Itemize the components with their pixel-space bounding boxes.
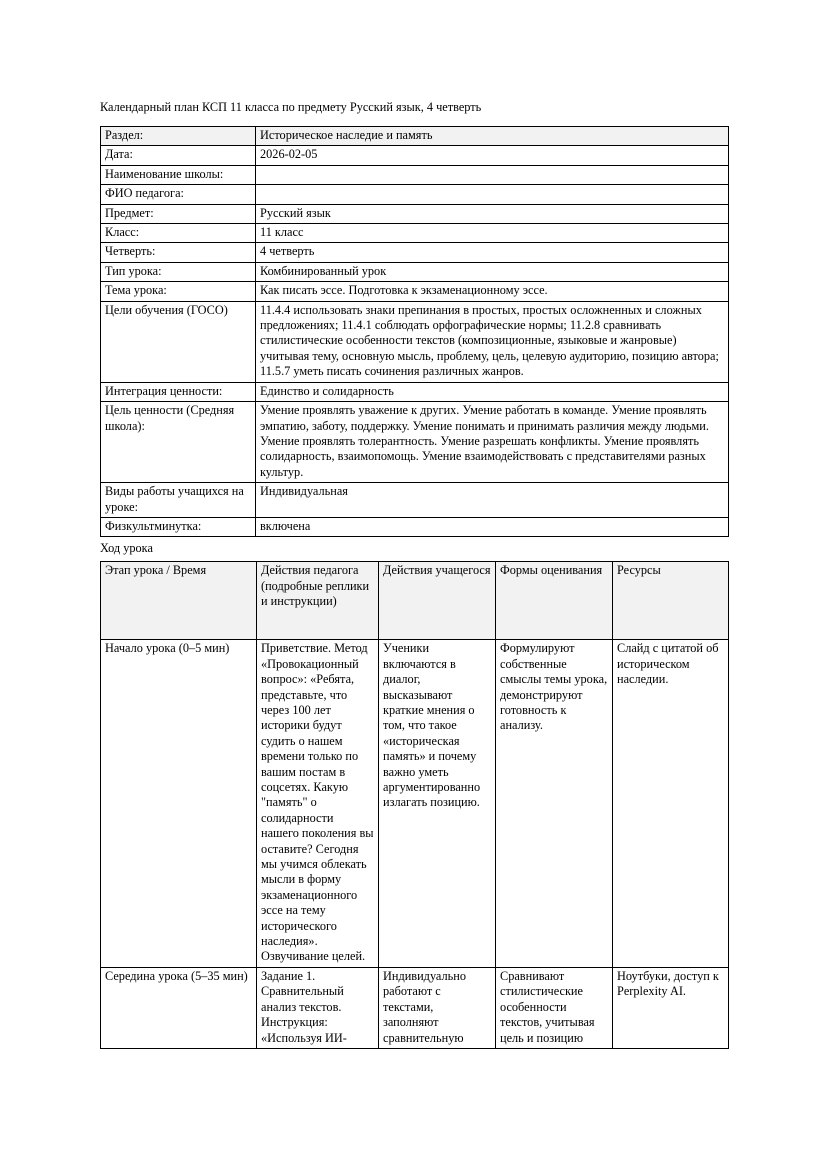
lesson-flow-header	[101, 562, 729, 640]
resources-cell: Слайд с цитатой об историческом наследии.	[613, 640, 729, 968]
stage-cell: Середина урока (5–35 мин)	[101, 967, 257, 1048]
table-row	[101, 146, 729, 165]
column-header: Действия педагога (подробные реплики и инструкции)	[257, 562, 379, 640]
table-header-row	[101, 562, 729, 640]
lesson-flow-body	[101, 640, 729, 1049]
info-row-label: Цель ценности (Средняя школа):	[101, 402, 256, 483]
table-row	[101, 967, 729, 1048]
table-row	[101, 185, 729, 204]
info-row-value: 2026-02-05	[256, 146, 729, 165]
info-row-label: Раздел:	[101, 127, 256, 146]
info-row-value: Индивидуальная	[256, 483, 729, 518]
info-row-value: Единство и солидарность	[256, 382, 729, 401]
table-row	[101, 402, 729, 483]
table-row	[101, 224, 729, 243]
info-row-label: Класс:	[101, 224, 256, 243]
info-row-value: Историческое наследие и память	[256, 127, 729, 146]
info-row-label: Физкультминутка:	[101, 517, 256, 536]
info-row-value: 4 четверть	[256, 243, 729, 262]
info-row-value: Умение проявлять уважение к других. Умение работать в команде. Умение проявлять эмпатию, заботу, поддержку. Умение понимать и принимать различия между людьми. Умение проявлять толерантность. Умение разрешать конфликты. Умение проявлять солидарность, взаимопомощь. Умение взаимодействовать с представителями разных культур.	[256, 402, 729, 483]
table-row	[101, 301, 729, 382]
assessment-cell: Формулируют собственные смыслы темы урока, демонстрируют готовность к анализу.	[496, 640, 613, 968]
column-header: Действия учащегося	[379, 562, 496, 640]
student-actions-cell: Индивидуально работают с текстами, заполняют сравнительную	[379, 967, 496, 1048]
info-row-label: Цели обучения (ГОСО)	[101, 301, 256, 382]
teacher-actions-cell: Приветствие. Метод «Провокационный вопрос»: «Ребята, представьте, что через 100 лет историки будут судить о нашем времени только по вашим постам в соцсетях. Какую "память" о солидарности нашего поколения вы оставите? Сегодня мы учимся облекать мысли в форму экзаменационного эссе на тему исторического наследия». Озвучивание целей.	[257, 640, 379, 968]
info-row-value: Русский язык	[256, 204, 729, 223]
info-row-label: Четверть:	[101, 243, 256, 262]
page-title: Календарный план КСП 11 класса по предмету Русский язык, 4 четверть	[100, 100, 482, 114]
info-row-label: Интеграция ценности:	[101, 382, 256, 401]
table-row	[101, 127, 729, 146]
info-row-value: Как писать эссе. Подготовка к экзаменационному эссе.	[256, 282, 729, 301]
info-row-value: включена	[256, 517, 729, 536]
info-row-value	[256, 185, 729, 204]
lesson-flow-heading: Ход урока	[100, 541, 153, 556]
teacher-actions-cell: Задание 1. Сравнительный анализ текстов. Инструкция: «Используя ИИ-	[257, 967, 379, 1048]
assessment-cell: Сравнивают стилистические особенности текстов, учитывая цель и позицию	[496, 967, 613, 1048]
table-row	[101, 243, 729, 262]
table-row	[101, 640, 729, 968]
table-row	[101, 382, 729, 401]
table-row	[101, 204, 729, 223]
table-row	[101, 165, 729, 184]
table-row	[101, 483, 729, 518]
info-row-label: Тема урока:	[101, 282, 256, 301]
info-row-value: Комбинированный урок	[256, 262, 729, 281]
info-row-label: Дата:	[101, 146, 256, 165]
table-row	[101, 517, 729, 536]
info-row-label: Наименование школы:	[101, 165, 256, 184]
info-row-label: ФИО педагога:	[101, 185, 256, 204]
info-row-label: Тип урока:	[101, 262, 256, 281]
lesson-info-body	[101, 127, 729, 537]
column-header: Формы оценивания	[496, 562, 613, 640]
table-row	[101, 262, 729, 281]
stage-cell: Начало урока (0–5 мин)	[101, 640, 257, 968]
info-row-value: 11 класс	[256, 224, 729, 243]
column-header: Этап урока / Время	[101, 562, 257, 640]
info-row-label: Предмет:	[101, 204, 256, 223]
resources-cell: Ноутбуки, доступ к Perplexity AI.	[613, 967, 729, 1048]
table-row	[101, 282, 729, 301]
student-actions-cell: Ученики включаются в диалог, высказывают краткие мнения о том, что такое «историческая память» и почему важно уметь аргументированно излагать позицию.	[379, 640, 496, 968]
info-row-value	[256, 165, 729, 184]
column-header: Ресурсы	[613, 562, 729, 640]
lesson-flow-table	[100, 561, 729, 1049]
info-row-value: 11.4.4 использовать знаки препинания в простых, простых осложненных и сложных предложениях; 11.4.1 соблюдать орфографические нормы; 11.2.8 сравнивать стилистические особенности текстов (композиционные, языковые и жанровые) учитывая тему, основную мысль, проблему, цель, целевую аудиторию, позицию автора; 11.5.7 уметь писать сочинения различных жанров.	[256, 301, 729, 382]
lesson-info-table	[100, 126, 729, 537]
info-row-label: Виды работы учащихся на уроке:	[101, 483, 256, 518]
